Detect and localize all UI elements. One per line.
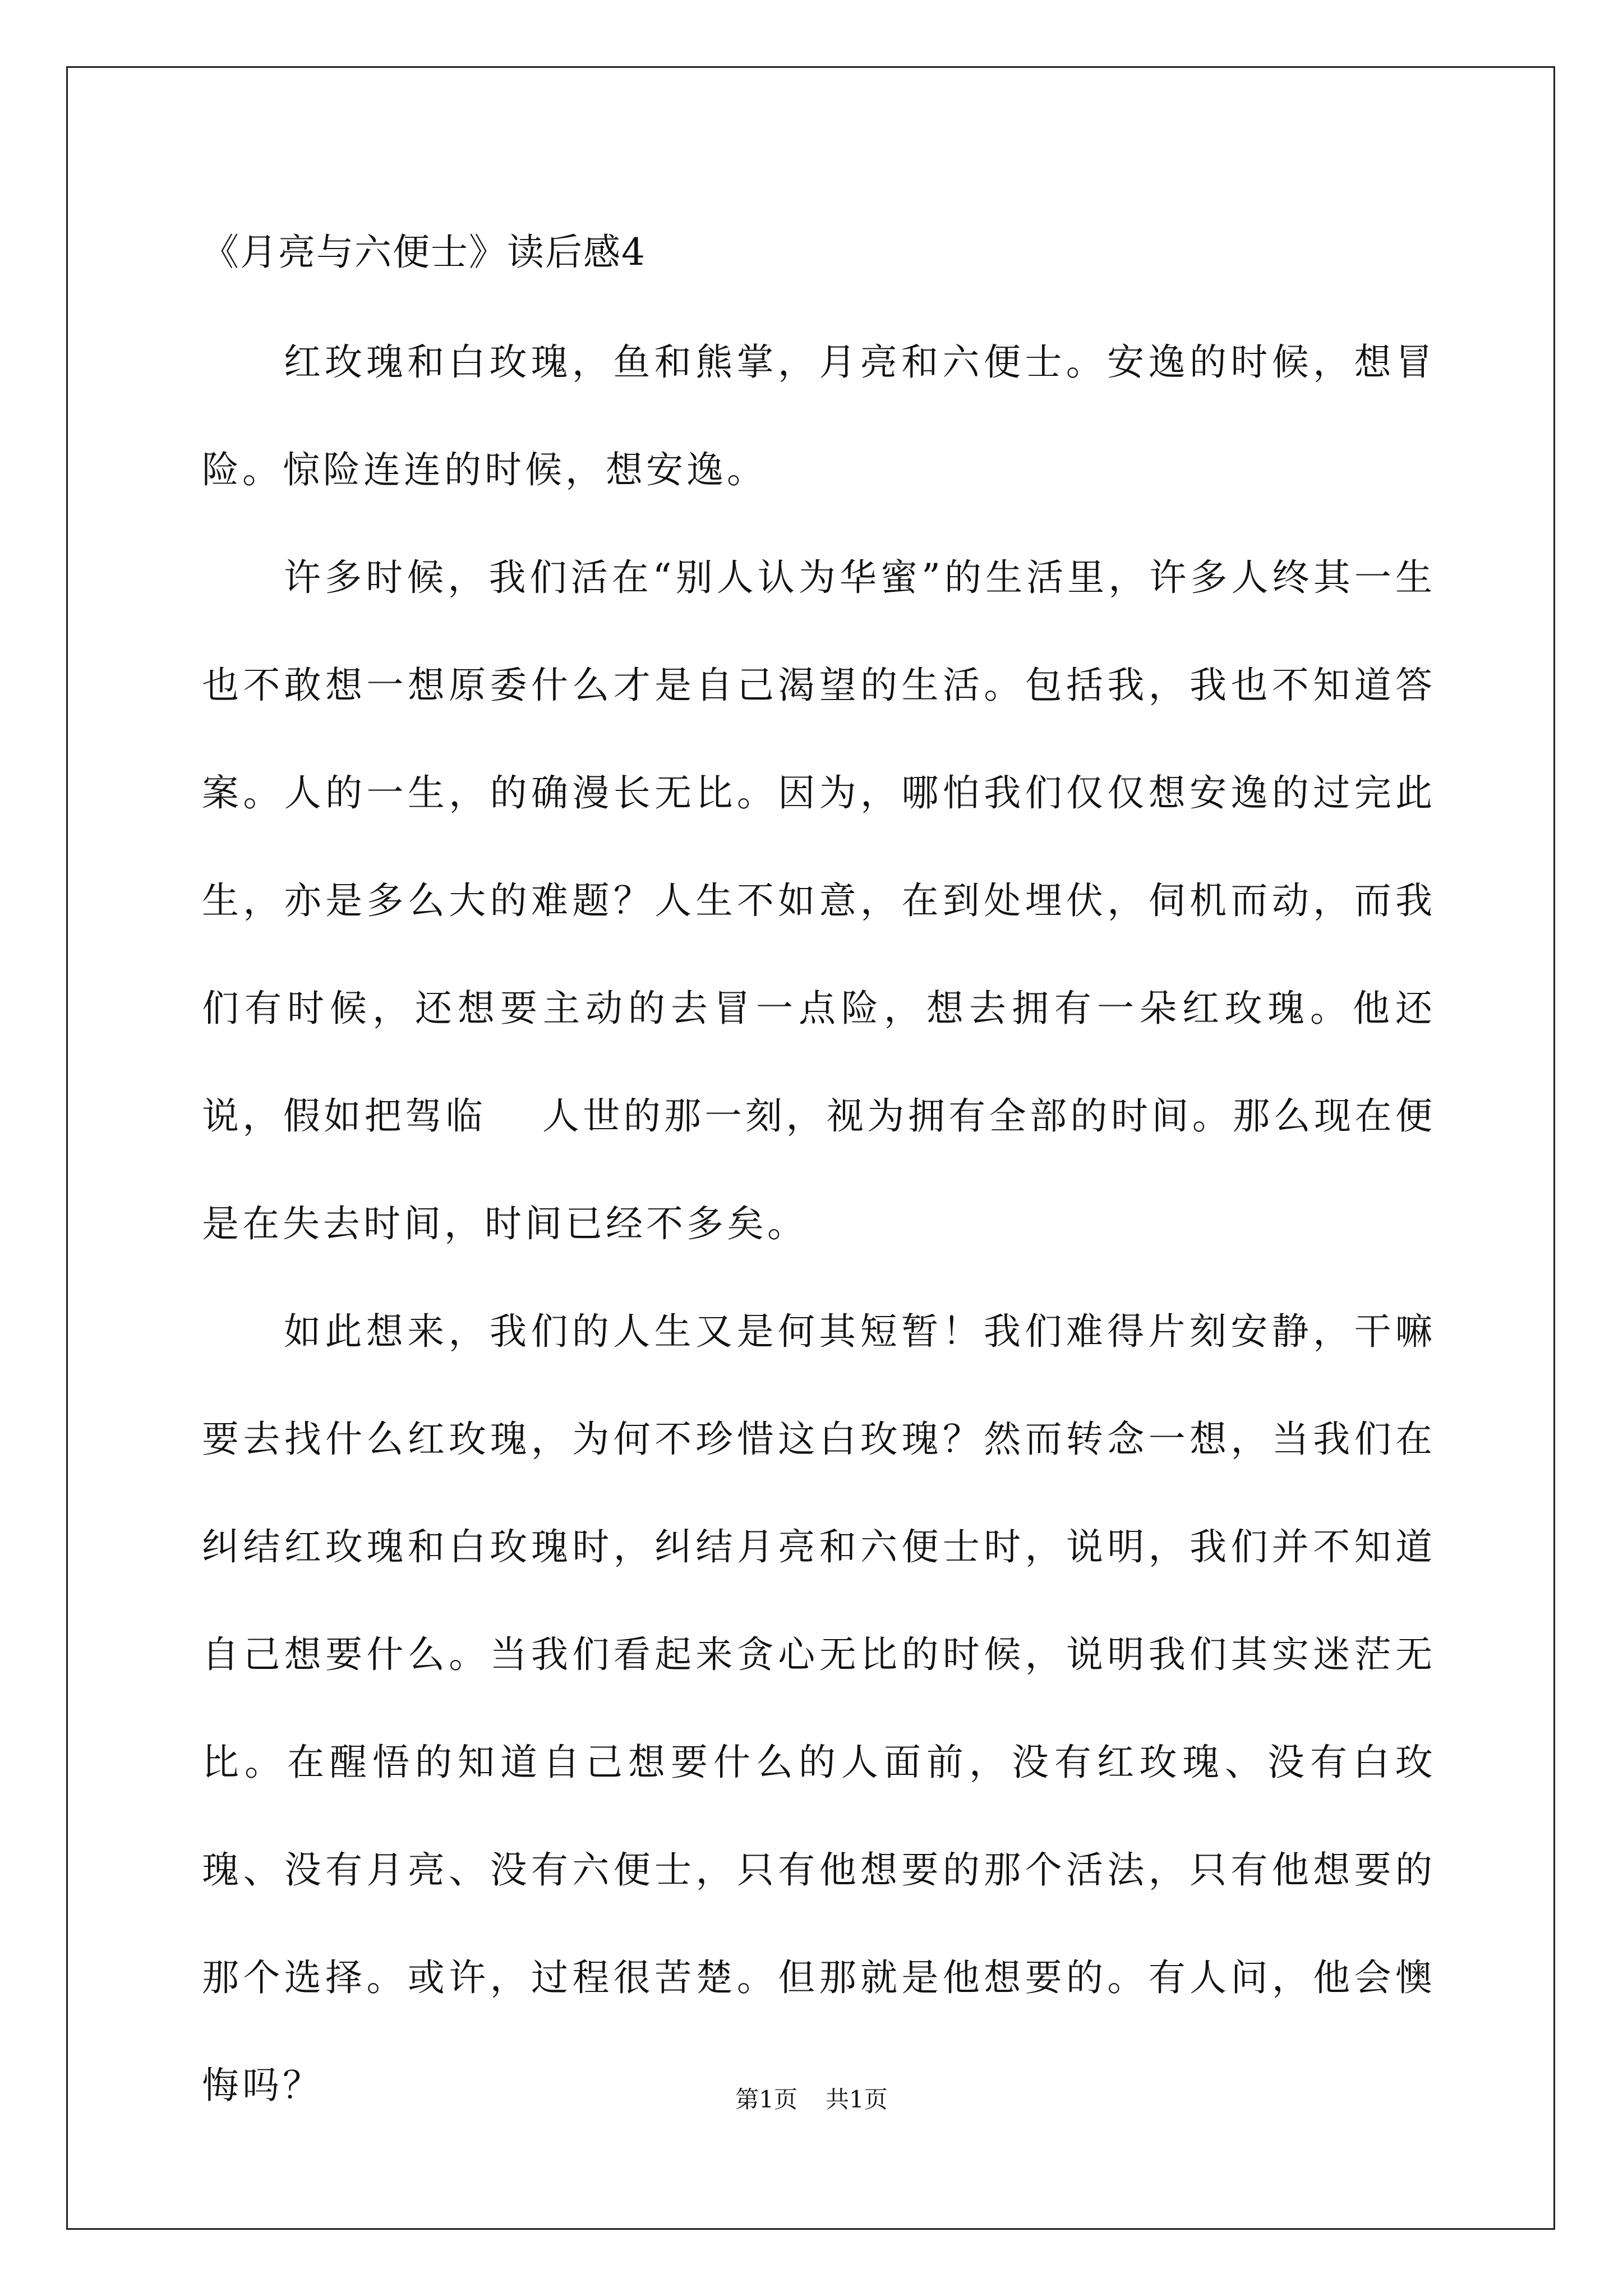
page-number: 第1页 [735,2086,797,2113]
page-total: 共1页 [826,2086,888,2113]
paragraph-2: 许多时候，我们活在“别人认为华蜜”的生活里，许多人终其一生也不敢想一想原委什么才是自己渴望的生活。包括我，我也不知道答案。人的一生，的确漫长无比。因为，哪怕我们仅仅想安逸的过完此生，亦是多么大的难题？人生不如意，在到处埋伏，伺机而动，而我们有时候，还想要主动的去冒一点险，想去拥有一朵红玫瑰。他还说，假如把驾临 人世的那一刻，视为拥有全部的时间。那么现在便是在失去时间，时间已经不多矣。 [202,556,1436,1245]
paragraph-3: 如此想来，我们的人生又是何其短暂！我们难得片刻安静，干嘛要去找什么红玫瑰，为何不珍惜这白玫瑰？然而转念一想，当我们在纠结红玫瑰和白玫瑰时，纠结月亮和六便士时，说明，我们并不知道自己想要什么。当我们看起来贪心无比的时候，说明我们其实迷茫无比。在醒悟的知道自己想要什么的人面前，没有红玫瑰、没有白玫瑰、没有月亮、没有六便士，只有他想要的那个活法，只有他想要的那个选择。或许，过程很苦楚。但那就是他想要的。有人问，他会懊悔吗？ [202,1310,1436,2107]
page-footer [0,2083,1623,2116]
document-title: 《月亮与六便士》读后感4 [202,231,646,274]
document-body [202,196,1436,2139]
paragraph-1: 红玫瑰和白玫瑰，鱼和熊掌，月亮和六便士。安逸的时候，想冒险。惊险连连的时候，想安逸。 [202,341,1436,491]
